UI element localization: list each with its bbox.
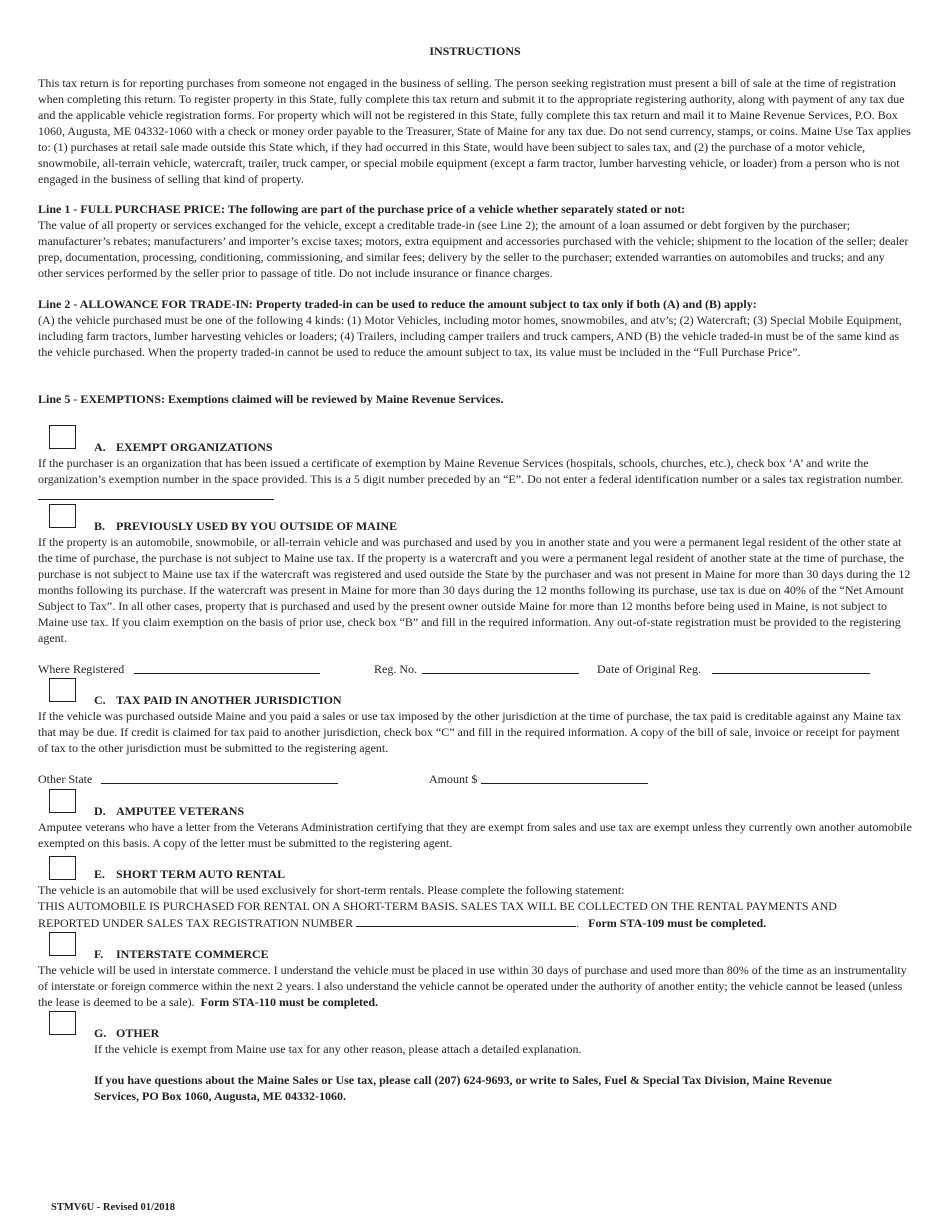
exemption-g-body	[94, 1041, 894, 1057]
line2-heading: Line 2 - ALLOWANCE FOR TRADE-IN: Property traded-in can be used to reduce the amount subject to tax only if both (A) and (B) apply:	[38, 297, 757, 311]
exemption-b-checkbox[interactable]	[49, 504, 76, 528]
line5-heading: Line 5 - EXEMPTIONS: Exemptions claimed will be reviewed by Maine Revenue Services.	[38, 392, 504, 406]
line1-section	[38, 201, 912, 281]
exemption-e-line1: The vehicle is an automobile that will be used exclusively for short-term rentals. Please complete the following statement:	[38, 883, 625, 897]
exemption-g-text: If the vehicle is exempt from Maine use tax for any other reason, please attach a detailed explanation.	[94, 1042, 582, 1056]
exemption-e-body	[38, 882, 912, 931]
date-original-reg-label: Date of Original Reg.	[597, 662, 701, 676]
where-registered-label: Where Registered	[38, 662, 125, 676]
exemption-d-checkbox[interactable]	[49, 789, 76, 813]
exemption-e-form-note: Form STA-109 must be completed.	[588, 916, 767, 930]
intro-text: This tax return is for reporting purchases from someone not engaged in the business of selling. The person seeking registration must present a bill of sale at the time of registration when completing this return. To register property in this State, fully complete this tax return and submit it to the appropriate registering authority, along with payment of any tax due and the applicable vehicle registration forms. For property which will not be registered in this State, fully complete this tax return and mail it to Maine Revenue Services, P.O. Box 1060, Augusta, ME 04332-1060 with a check or money order payable to the Treasurer, State of Maine for any tax due. Do not send currency, stamps, or coins. Maine Use Tax applies to: (1) purchases at retail sale made outside this State which, if they had occurred in this State, would have been subject to sales tax, and (2) the purchase of a motor vehicle, snowmobile, all-terrain vehicle, watercraft, trailer, truck camper, or special mobile equipment (except a farm tractor, lumber harvesting vehicle, or loader) from a person who is not engaged in the business of selling that kind of property.	[38, 76, 911, 186]
exemption-number-field[interactable]	[38, 487, 274, 500]
where-registered-field[interactable]	[134, 661, 320, 674]
exemption-g-letter: G.	[94, 1026, 107, 1040]
exemption-f-heading	[94, 946, 269, 962]
exemption-b-heading	[94, 518, 397, 534]
page-title: INSTRUCTIONS	[429, 44, 521, 58]
reg-no-label: Reg. No.	[374, 662, 417, 676]
exemption-b-text: If the property is an automobile, snowmobile, or all-terrain vehicle and was purchased and used by you in another state and you were a permanent legal resident of the other state at the time of purchase, the purchase is not subject to Maine use tax. If the property is a watercraft and you were a permanent legal resident of another state at the time of purchase, the purchase is not subject to Maine use tax if the watercraft was registered and used outside the State by the purchaser and was not present in Maine for more than 30 days during the 12 months following its purchase. If the watercraft was present in Maine for more than 30 days during the 12 months following its purchase, use tax is due on 40% of the “Net Amount Subject to Tax”. In all other cases, property that is purchased and used by the present owner outside Maine for more than 12 months before being used in Maine, is not subject to Maine use tax. If you claim exemption on the basis of prior use, check box “B” and fill in the required information. Any out-of-state registration must be provided to the registering agent.	[38, 535, 911, 645]
exemption-b-letter: B.	[94, 519, 106, 533]
exemption-c-letter: C.	[94, 693, 106, 707]
exemption-c-title: TAX PAID IN ANOTHER JURISDICTION	[116, 693, 342, 707]
exemption-e-line2: THIS AUTOMOBILE IS PURCHASED FOR RENTAL ON A SHORT-TERM BASIS. SALES TAX WILL BE COLLECTED ON THE RENTAL PAYMENTS AND	[38, 899, 837, 913]
exemption-a-heading	[94, 439, 273, 455]
exemption-e-line3: REPORTED UNDER SALES TAX REGISTRATION NUMBER . Form STA-109 must be completed.	[38, 916, 767, 930]
exemption-e-checkbox[interactable]	[49, 856, 76, 880]
exemption-b-fields	[38, 661, 912, 677]
line5-section	[38, 391, 912, 407]
exemption-a-body	[38, 455, 912, 504]
sales-tax-registration-field[interactable]	[356, 914, 576, 927]
reg-no-field[interactable]	[422, 661, 579, 674]
contact-text: If you have questions about the Maine Sales or Use tax, please call (207) 624-9693, or write to Sales, Fuel & Special Tax Division, Maine Revenue Services, PO Box 1060, Augusta, ME 04332-1060.	[94, 1073, 832, 1103]
exemption-e-line3-text: REPORTED UNDER SALES TAX REGISTRATION NUMBER	[38, 916, 354, 930]
exemption-d-letter: D.	[94, 804, 106, 818]
intro-paragraph	[38, 75, 912, 187]
exemption-b-body	[38, 534, 912, 646]
exemption-f-paragraph	[38, 962, 912, 1010]
line1-body: The value of all property or services exchanged for the vehicle, except a creditable trade-in (see Line 2); the amount of a loan assumed or debt forgiven by the purchaser; manufacturer’s rebates; manufacturers’ and importer’s excise taxes; motors, extra equipment and accessories purchased with the vehicle; shipment to the location of the seller; dealer prep, documentation, processing, conditioning, commissioning, and similar fees; delivery by the seller to the purchaser; extended warranties on automobiles and trucks; and any other services performed by the seller prior to passage of title. Do not include insurance or finance charges.	[38, 218, 909, 280]
exemption-c-fields	[38, 771, 912, 787]
exemption-e-heading	[94, 866, 285, 882]
exemption-d-title: AMPUTEE VETERANS	[116, 804, 245, 818]
line2-body: (A) the vehicle purchased must be one of the following 4 kinds: (1) Motor Vehicles, including motor homes, snowmobiles, and atv’s; (2) Watercraft; (3) Special Mobile Equipment, including farm tractors, lumber harvesting vehicles or loaders; (4) Trailers, including camper trailers and truck campers, AND (B) the vehicle traded-in must be of the same kind as the vehicle purchased. When the property traded-in cannot be used to reduce the amount subject to tax, its value must be included in the “Full Purchase Price”.	[38, 313, 902, 359]
amount-label: Amount $	[429, 772, 478, 786]
exemption-f-form-note: Form STA-110 must be completed.	[200, 995, 379, 1009]
exemption-g-checkbox[interactable]	[49, 1011, 76, 1035]
exemption-d-body	[38, 819, 912, 851]
exemption-c-heading	[94, 692, 342, 708]
exemption-g-heading	[94, 1025, 159, 1041]
exemption-a-title: EXEMPT ORGANIZATIONS	[116, 440, 273, 454]
exemption-a-checkbox[interactable]	[49, 425, 76, 449]
exemption-e-title: SHORT TERM AUTO RENTAL	[116, 867, 286, 881]
exemption-a-text: If the purchaser is an organization that has been issued a certificate of exemption by Maine Revenue Services (hospitals, schools, churches, etc.), check box ‘A’ and write the organization’s exemption number in the space provided. This is a 5 digit number preceded by an “E”. Do not enter a federal identification number or a sales tax registration number.	[38, 456, 904, 486]
date-original-reg-field[interactable]	[712, 661, 870, 674]
exemption-c-body	[38, 708, 912, 756]
contact-info	[94, 1072, 834, 1104]
exemption-g-title: OTHER	[116, 1026, 160, 1040]
exemption-f-title: INTERSTATE COMMERCE	[116, 947, 269, 961]
amount-field[interactable]	[481, 771, 648, 784]
other-state-label: Other State	[38, 772, 93, 786]
form-footer: STMV6U - Revised 01/2018	[51, 1202, 175, 1213]
line2-section	[38, 296, 912, 360]
exemption-f-text: The vehicle will be used in interstate commerce. I understand the vehicle must be placed in use within 30 days of purchase and used more than 80% of the time as an instrumentality of interstate or foreign commerce within the next 2 years. I also understand the vehicle cannot be operated under the authority of another entity; the vehicle cannot be leased (unless the lease is deemed to be a sale).	[38, 963, 907, 1009]
exemption-f-checkbox[interactable]	[49, 932, 76, 956]
exemption-e-letter: E.	[94, 867, 106, 881]
line1-heading: Line 1 - FULL PURCHASE PRICE: The following are part of the purchase price of a vehicle whether separately stated or not:	[38, 202, 686, 216]
exemption-c-checkbox[interactable]	[49, 678, 76, 702]
exemption-f-letter: F.	[94, 947, 104, 961]
other-state-field[interactable]	[101, 771, 338, 784]
exemption-f-body	[38, 962, 912, 1010]
exemption-b-title: PREVIOUSLY USED BY YOU OUTSIDE OF MAINE	[116, 519, 398, 533]
exemption-a-letter: A.	[94, 440, 106, 454]
exemption-d-text: Amputee veterans who have a letter from the Veterans Administration certifying that they are exempt from sales and use tax are exempt unless they currently own another automobile exempted on this basis. A copy of the letter must be submitted to the registering agent.	[38, 820, 912, 850]
exemption-c-text: If the vehicle was purchased outside Maine and you paid a sales or use tax imposed by the other jurisdiction at the time of purchase, the tax paid is creditable against any Maine tax that may be due. If credit is claimed for tax paid to another jurisdiction, check box “C” and fill in the required information. A copy of the bill of sale, invoice or receipt for payment of tax to the other jurisdiction must be submitted to the registering agent.	[38, 709, 902, 755]
exemption-d-heading	[94, 803, 244, 819]
